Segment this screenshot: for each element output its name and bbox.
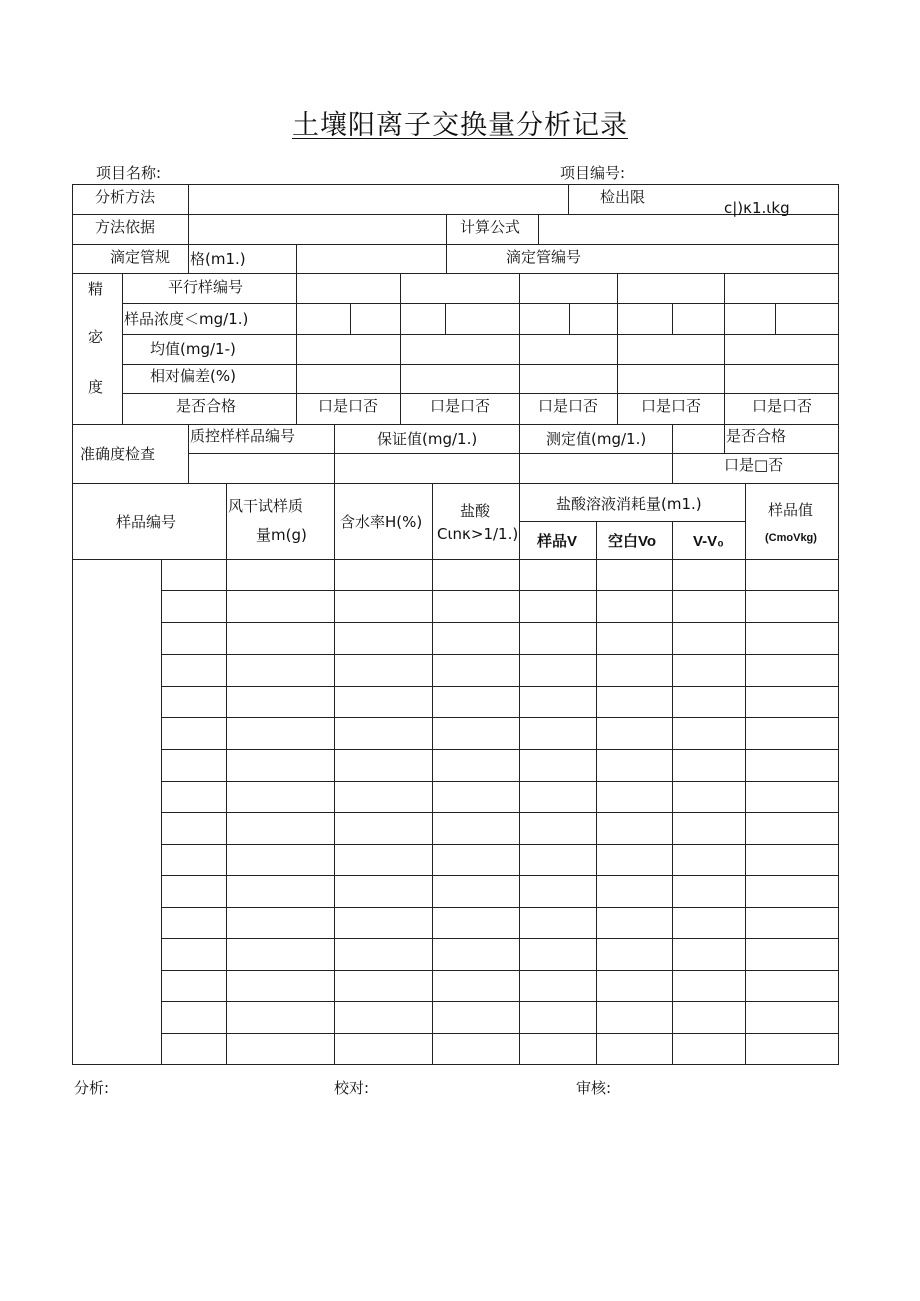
- qualified-label: 是否合格: [176, 397, 237, 415]
- page-title: 土壤阳离子交换量分析记录: [292, 110, 628, 141]
- sample-v-label: 样品V: [537, 533, 578, 550]
- mean-label: 均值(mg/1-): [150, 340, 236, 358]
- detection-limit-unit: c|)κ1.ιkg: [724, 199, 790, 217]
- blank-v-label: 空白Vo: [608, 533, 657, 550]
- checker-label: 校对:: [334, 1079, 370, 1097]
- detection-limit-label: 检出限: [600, 188, 646, 206]
- burette-spec-unit: 格(m1.): [190, 250, 246, 268]
- sample-conc-label: 样品浓度＜mg/1.): [124, 310, 249, 328]
- project-no-label: 项目编号:: [560, 164, 626, 182]
- qc-no-label: 质控样样品编号: [190, 427, 296, 445]
- accuracy-yes-no-checkbox[interactable]: 口是□否: [724, 456, 784, 474]
- yes-no-checkbox-5[interactable]: 口是口否: [751, 397, 813, 415]
- hcl-conc-label: Cιnκ>1/1.): [437, 525, 519, 543]
- reviewer-label: 审核:: [576, 1079, 612, 1097]
- measured-label: 测定值(mg/1.): [546, 430, 647, 448]
- moisture-label: 含水率H(%): [340, 513, 423, 531]
- project-name-label: 项目名称:: [96, 164, 162, 182]
- basis-label: 方法依据: [95, 218, 156, 236]
- analyst-label: 分析:: [74, 1079, 110, 1097]
- yes-no-checkbox-4[interactable]: 口是口否: [640, 397, 702, 415]
- sample-no-label: 样品编号: [116, 513, 177, 531]
- dry-mass-unit: 量m(g): [256, 526, 307, 544]
- rel-dev-label: 相对偏差(%): [150, 367, 236, 385]
- formula-label: 计算公式: [460, 218, 521, 236]
- accuracy-qualified-label: 是否合格: [726, 427, 787, 445]
- sample-value-label: 样品值: [768, 501, 814, 519]
- hcl-label: 盐酸: [460, 502, 491, 520]
- method-label: 分析方法: [95, 188, 156, 206]
- sample-value-unit: (CmoVkg): [765, 532, 817, 544]
- yes-no-checkbox-2[interactable]: 口是口否: [429, 397, 491, 415]
- yes-no-checkbox-1[interactable]: 口是口否: [317, 397, 379, 415]
- diff-v-label: V-V₀: [693, 533, 724, 550]
- precision-char-3: 度: [88, 378, 104, 396]
- certified-label: 保证值(mg/1.): [377, 430, 478, 448]
- precision-char-2: 宓: [88, 328, 104, 346]
- burette-no-label: 滴定管编号: [506, 248, 582, 266]
- parallel-no-label: 平行样编号: [168, 278, 244, 296]
- dry-mass-label: 风干试样质: [228, 497, 304, 515]
- accuracy-label: 准确度检查: [80, 445, 156, 463]
- precision-char-1: 精: [88, 280, 104, 298]
- yes-no-checkbox-3[interactable]: 口是口否: [537, 397, 599, 415]
- burette-spec-label: 滴定管规: [110, 248, 171, 266]
- hcl-consumption-label: 盐酸溶液消耗量(m1.): [556, 495, 702, 513]
